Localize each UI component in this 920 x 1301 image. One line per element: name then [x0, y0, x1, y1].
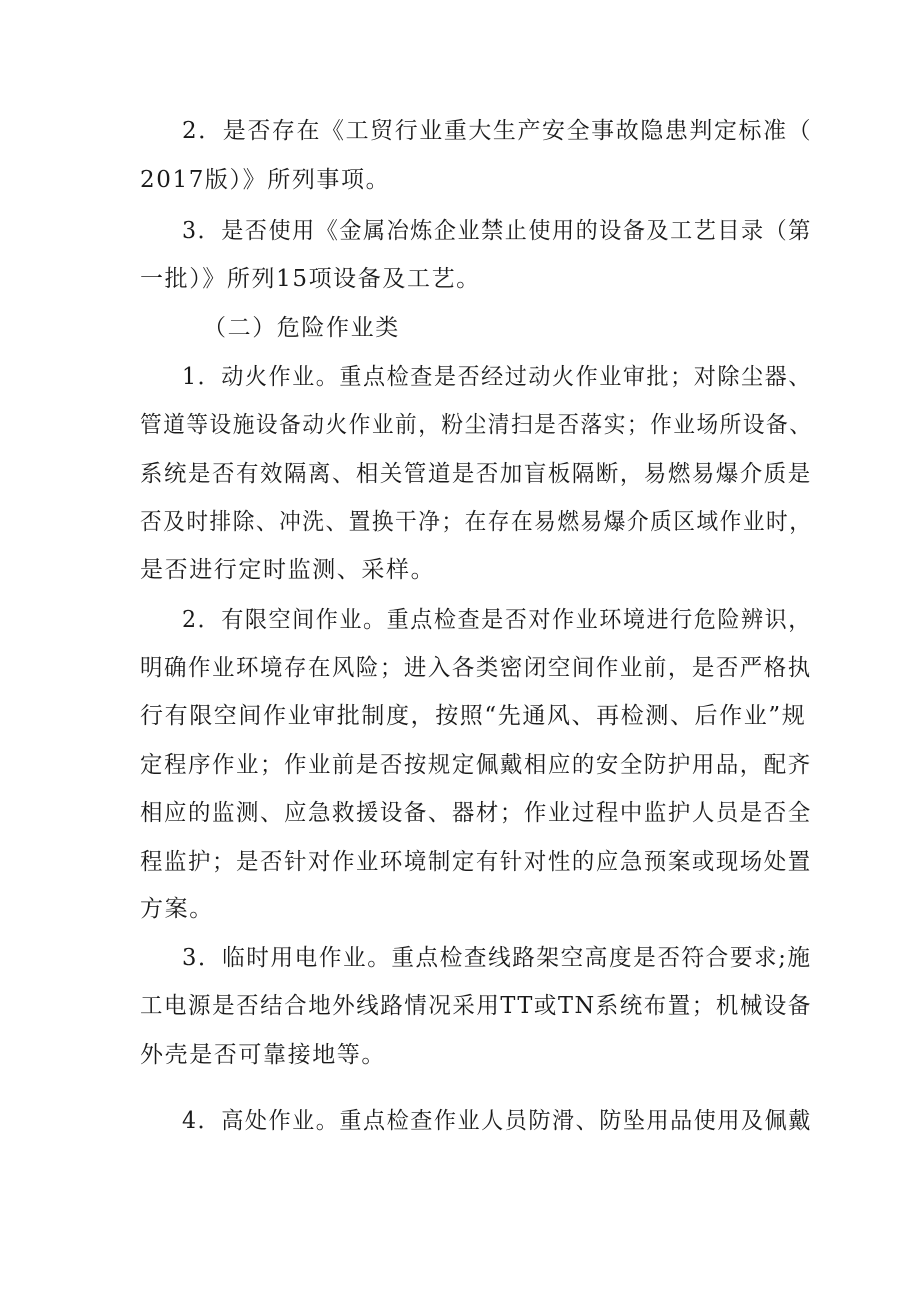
text-line: 2．是否存在《工贸行业重大生产安全事故隐患判定标准（	[182, 118, 813, 144]
text-line: 1．动火作业。重点检查是否经过动火作业审批；对除尘器、	[182, 364, 812, 390]
text-line: 2017版）》所列事项。	[140, 167, 391, 193]
text-line: 否及时排除、冲洗、置换干净；在存在易燃易爆介质区域作业时，	[140, 509, 813, 535]
section-heading: （二）危险作业类	[203, 315, 400, 341]
text-line: 3．临时用电作业。重点检查线路架空高度是否符合要求;施	[182, 945, 812, 971]
text-line: 明确作业环境存在风险；进入各类密闭空间作业前，是否严格执	[140, 655, 812, 681]
text-line: 管道等设施设备动火作业前，粉尘清扫是否落实；作业场所设备、	[140, 412, 813, 438]
text-line: 3．是否使用《金属冶炼企业禁止使用的设备及工艺目录（第	[182, 218, 812, 244]
text-line: 方案。	[140, 896, 214, 922]
text-line: 4．高处作业。重点检查作业人员防滑、防坠用品使用及佩戴	[182, 1108, 812, 1134]
text-line: 2．有限空间作业。重点检查是否对作业环境进行危险辨识，	[182, 607, 812, 633]
text-line: 定程序作业；作业前是否按规定佩戴相应的安全防护用品，配齐	[140, 752, 812, 778]
text-line: 行有限空间作业审批制度，按照“先通风、再检测、后作业”规	[140, 703, 807, 729]
text-line: 一批）》所列15项设备及工艺。	[140, 266, 481, 292]
text-line: 是否进行定时监测、采样。	[140, 557, 436, 583]
text-line: 工电源是否结合地外线路情况采用TT或TN系统布置；机械设备	[140, 993, 812, 1019]
text-line: 系统是否有效隔离、相关管道是否加盲板隔断，易燃易爆介质是	[140, 461, 812, 487]
text-line: 外壳是否可靠接地等。	[140, 1042, 386, 1068]
text-line: 相应的监测、应急救援设备、器材；作业过程中监护人员是否全	[140, 800, 812, 826]
text-line: 程监护；是否针对作业环境制定有针对性的应急预案或现场处置	[140, 849, 812, 875]
